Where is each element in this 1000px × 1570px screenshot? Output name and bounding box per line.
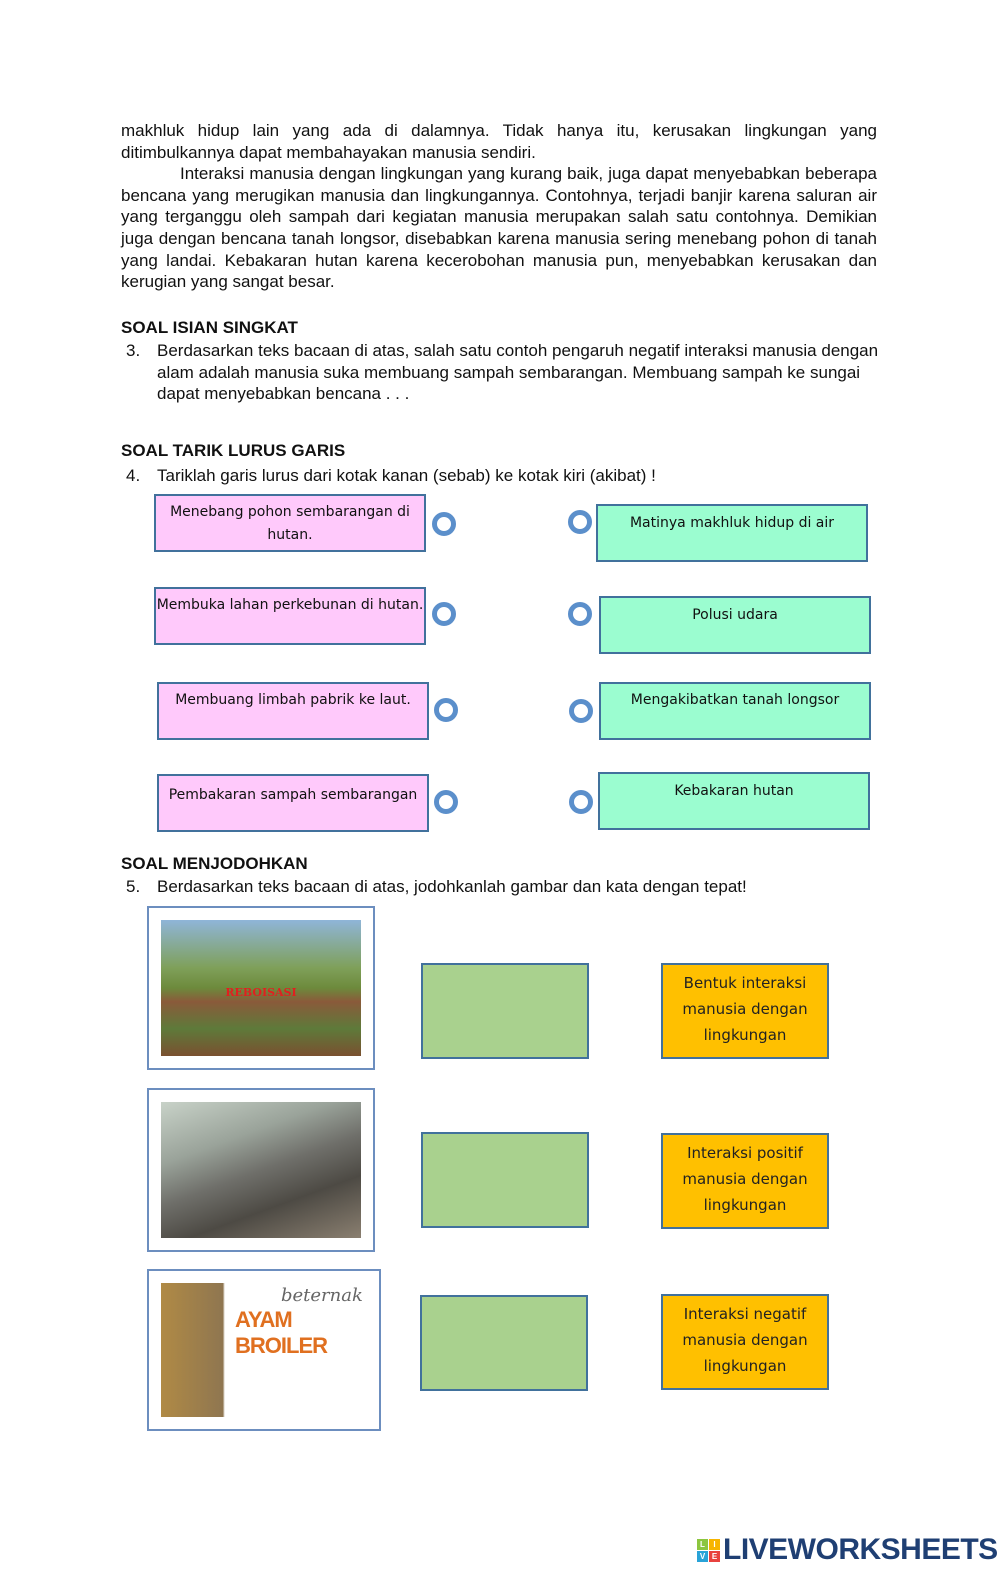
badge-letter: L (697, 1539, 708, 1550)
cause-box-3: Membuang limbah pabrik ke laut. (157, 682, 429, 740)
image-broiler-chicken (147, 1269, 381, 1431)
cause-box-2: Membuka lahan perkebunan di hutan. (154, 587, 426, 645)
image-garbage-street (147, 1088, 375, 1252)
connector-dot-right-3[interactable] (569, 699, 593, 723)
question-3 (121, 340, 881, 405)
badge-letter: E (709, 1551, 720, 1562)
option-card-3[interactable]: Interaksi negatif manusia dengan lingkungan (661, 1294, 829, 1390)
image-caption-ayam-broiler: AYAM BROILER (235, 1307, 327, 1358)
question-5 (121, 876, 881, 898)
effect-box-4: Kebakaran hutan (598, 772, 870, 830)
reading-text (121, 120, 877, 293)
image-caption-beternak: beternak (281, 1285, 363, 1306)
effect-box-1: Matinya makhluk hidup di air (596, 504, 868, 562)
reading-paragraph-1: makhluk hidup lain yang ada di dalamnya. Tidak hanya itu, kerusakan lingkungan yang ditimbulkannya dapat membahayakan manusia sendiri. (121, 121, 877, 162)
section-heading-line-matching: SOAL TARIK LURUS GARIS (121, 441, 346, 460)
connector-dot-left-1[interactable] (432, 512, 456, 536)
connector-dot-right-4[interactable] (569, 790, 593, 814)
section-heading-matching: SOAL MENJODOHKAN (121, 854, 308, 873)
connector-dot-left-2[interactable] (432, 602, 456, 626)
image-reforestation (147, 906, 375, 1070)
connector-dot-right-1[interactable] (568, 510, 592, 534)
answer-drop-box-2[interactable] (421, 1132, 589, 1228)
question-text: Tariklah garis lurus dari kotak kanan (sebab) ke kotak kiri (akibat) ! (157, 466, 656, 485)
reading-paragraph-2: Interaksi manusia dengan lingkungan yang kurang baik, juga dapat menyebabkan beberapa bencana yang merugikan manusia dan lingkungannya. Contohnya, terjadi banjir karena saluran air yang terganggu oleh sampah dari kegiatan manusia merupakan salah satu contohnya. Demikian juga dengan bencana tanah longsor, disebabkan karena manusia sering menebang pohon di tanah yang landai. Kebakaran hutan karena kecerobohan manusia pun, menyebabkan kerusakan dan kerugian yang sangat besar. (121, 164, 877, 292)
section-heading-short-answer: SOAL ISIAN SINGKAT (121, 318, 298, 337)
badge-letter: I (709, 1539, 720, 1550)
badge-letter: V (697, 1551, 708, 1562)
cause-box-4: Pembakaran sampah sembarangan (157, 774, 429, 832)
live-badge-icon (697, 1539, 720, 1562)
liveworksheets-logo (697, 1533, 998, 1567)
question-text: Berdasarkan teks bacaan di atas, jodohkanlah gambar dan kata dengan tepat! (157, 877, 747, 896)
question-number: 3. (126, 341, 141, 360)
effect-box-3: Mengakibatkan tanah longsor (599, 682, 871, 740)
answer-drop-box-1[interactable] (421, 963, 589, 1059)
cause-box-1: Menebang pohon sembarangan di hutan. (154, 494, 426, 552)
answer-drop-box-3[interactable] (420, 1295, 588, 1391)
connector-dot-right-2[interactable] (568, 602, 592, 626)
effect-box-2: Polusi udara (599, 596, 871, 654)
question-number: 5. (126, 877, 141, 896)
question-text: Berdasarkan teks bacaan di atas, salah satu contoh pengaruh negatif interaksi manusia dengan alam adalah manusia suka membuang sampah sembarangan. Membuang sampah ke sungai dapat menyebabkan bencana . . . (157, 341, 879, 404)
option-card-2[interactable]: Interaksi positif manusia dengan lingkungan (661, 1133, 829, 1229)
logo-wordmark: LIVEWORKSHEETS (723, 1533, 998, 1566)
question-4 (121, 465, 881, 487)
image-caption-reboisasi: REBOISASI (225, 986, 297, 999)
connector-dot-left-4[interactable] (434, 790, 458, 814)
connector-dot-left-3[interactable] (434, 698, 458, 722)
option-card-1[interactable]: Bentuk interaksi manusia dengan lingkungan (661, 963, 829, 1059)
question-number: 4. (126, 466, 141, 485)
